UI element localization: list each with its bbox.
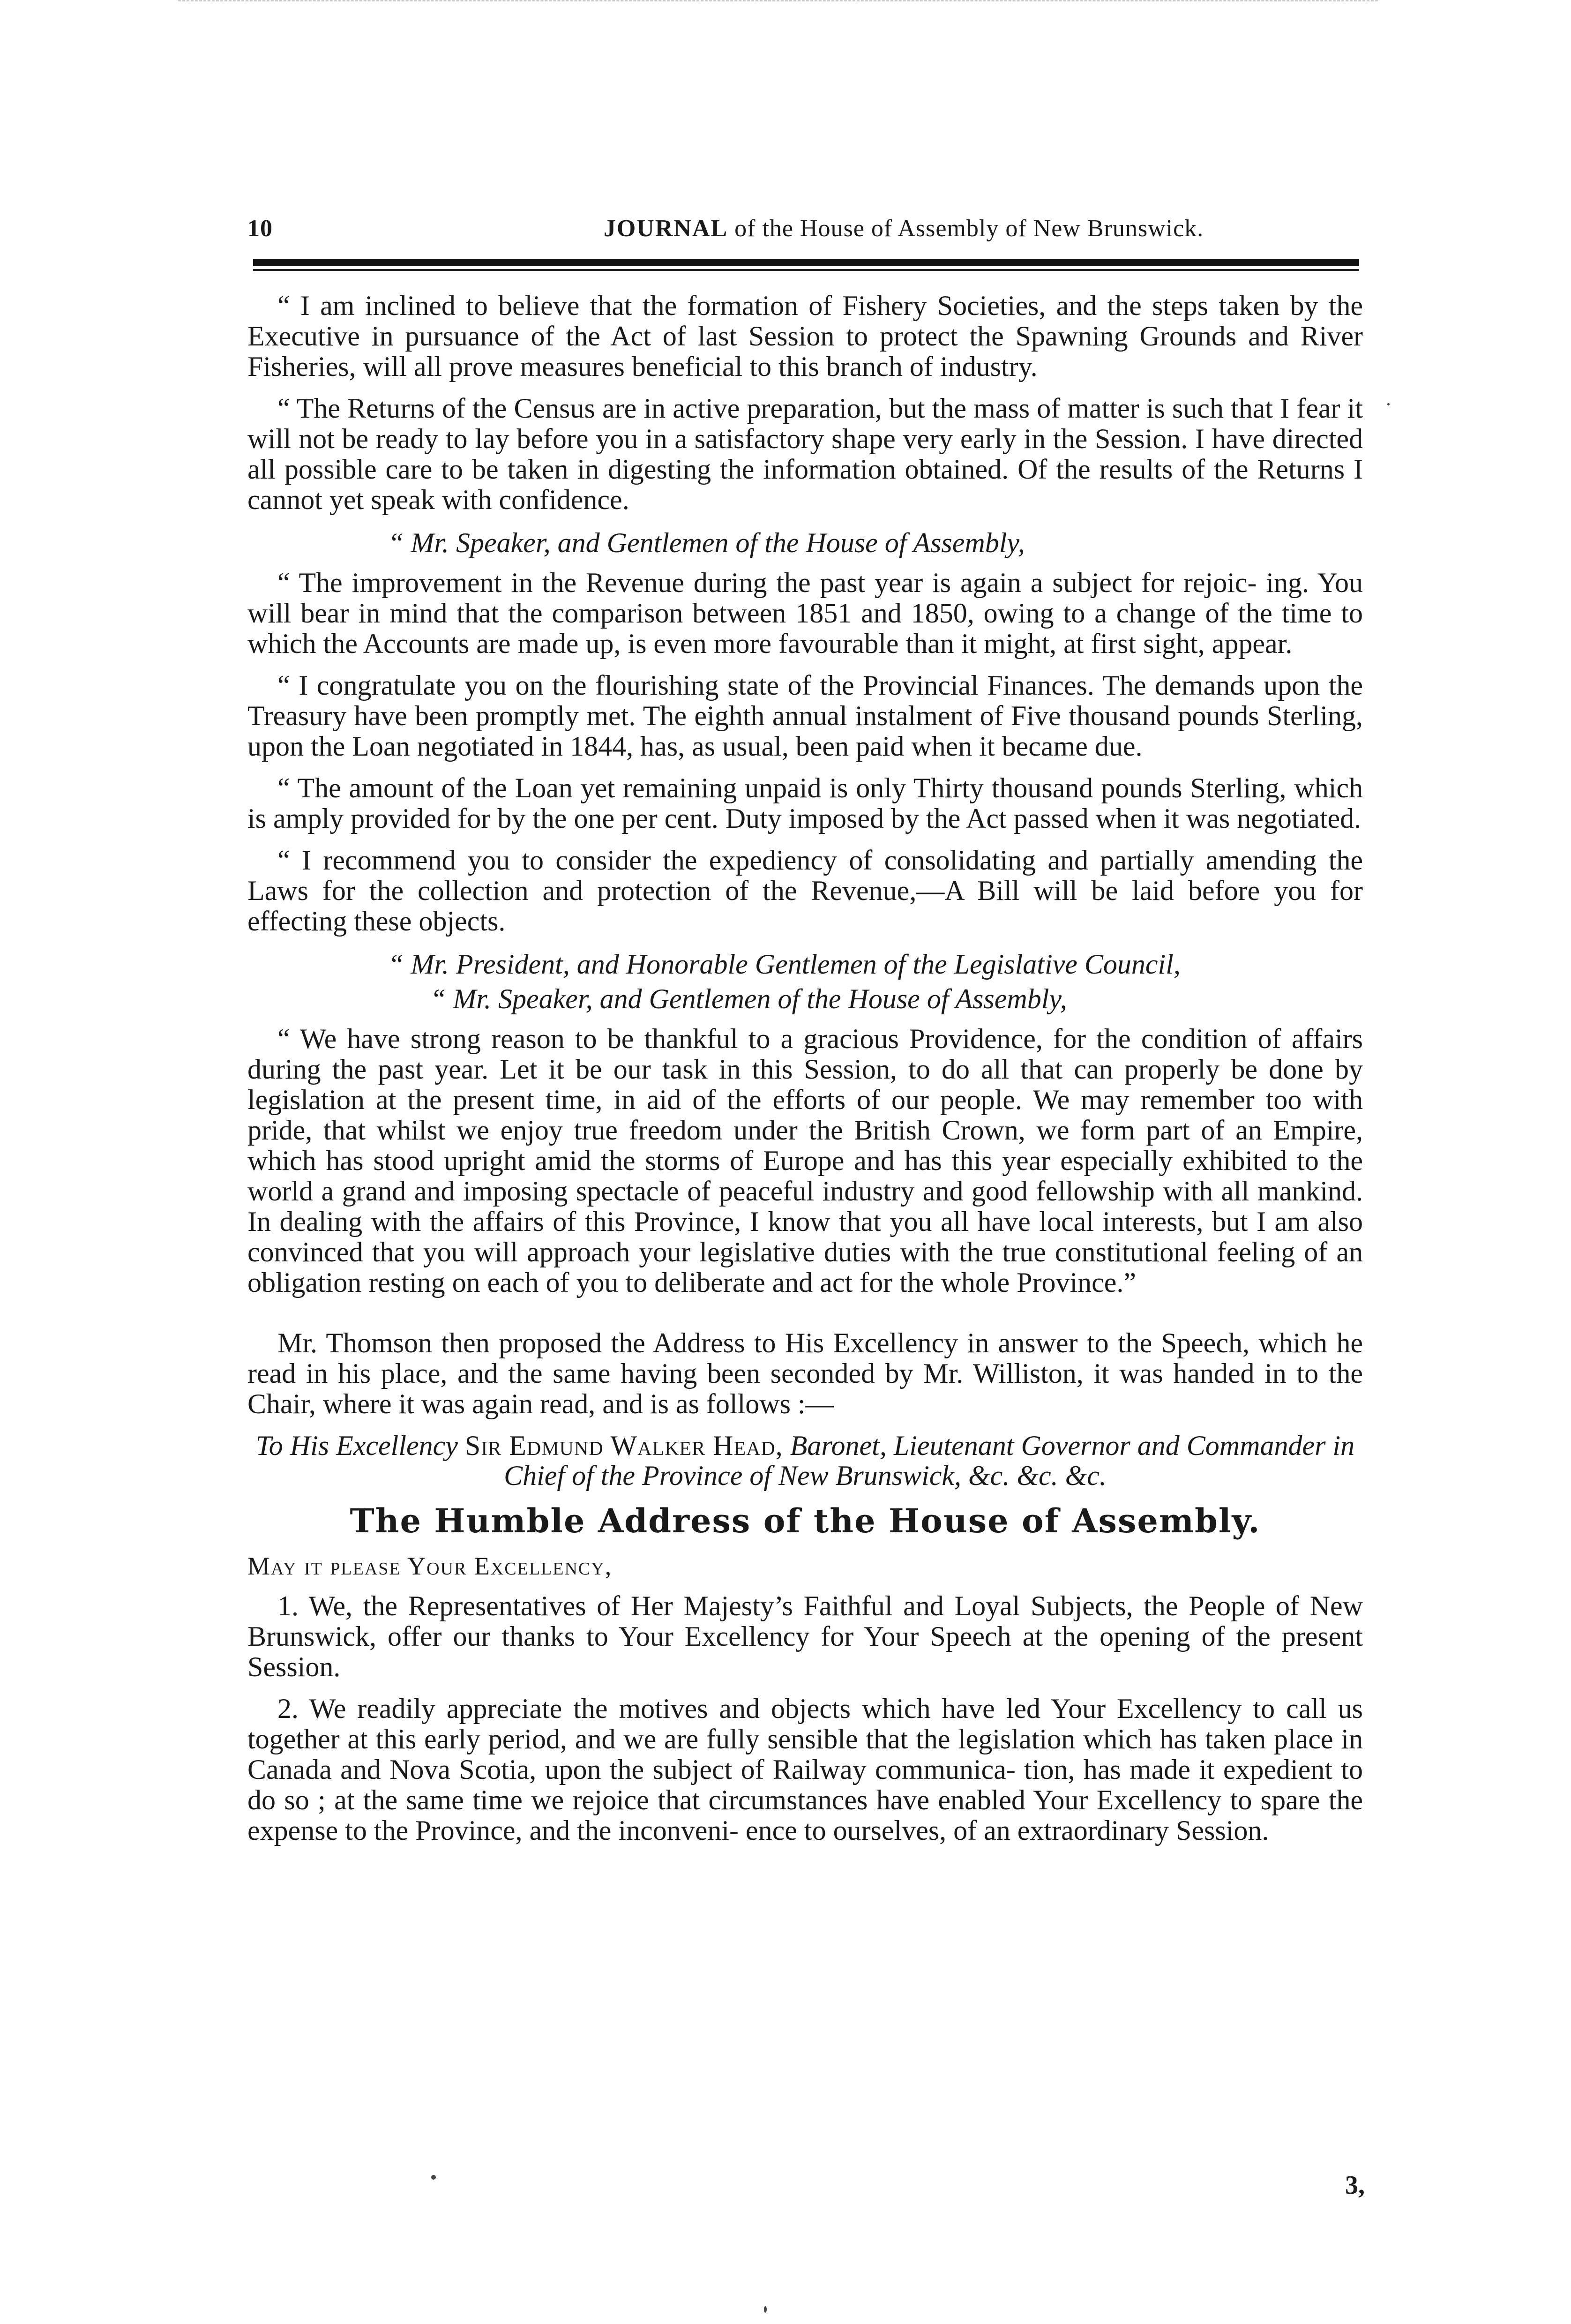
address-title: The Humble Address of the House of Assembly. (350, 1501, 1261, 1540)
header-rule-thin (253, 269, 1359, 271)
scan-edge-noise (178, 0, 1378, 3)
ink-speck (764, 2306, 767, 2313)
paragraph-finances: “ I congratulate you on the flourishing state of the Provincial Finances. The demands upon the Treasury have been promptly met. The eighth annual instalment of Five thousand pounds Sterling, upon the Loan negotiated in 1844, has, as usual, been paid when it became due. (247, 670, 1363, 762)
paragraph-item-2: 2. We readily appreciate the motives and objects which have led Your Excellency to call us together at this early period, and we are fully sensible that the legislation which has taken place in Canada and Nova Scotia, upon the subject of Railway communica- tion, has made it expedient to do so ; at the same time we rejoice that circumstances have enabled Your Excellency to spare the expense to the Province, and the inconveni- ence to ourselves, of an extraordinary Session. (247, 1693, 1363, 1846)
header-journal-word: JOURNAL (603, 215, 728, 242)
dedication (247, 1431, 1363, 1491)
dedication-to: To His Excellency (255, 1430, 458, 1461)
salutation: May it please Your Excellency, (247, 1552, 613, 1580)
paragraph-revenue: “ The improvement in the Revenue during the past year is again a subject for rejoic- ing. You will bear in mind that the comparison between 1851 and 1850, owing to a change of the time to which the Accounts are made up, is even more favourable than it might, at first sight, appear. (247, 567, 1363, 659)
paragraph-census: “ The Returns of the Census are in active preparation, but the mass of matter is such that I fear it will not be ready to lay before you in a satisfactory shape very early in the Session. I have directed all possible care to be taken in digesting the information obtained. Of the results of the Returns I cannot yet speak with confidence. (247, 393, 1363, 515)
paragraph-item-1: 1. We, the Representatives of Her Majesty’s Faithful and Loyal Subjects, the People of New Brunswick, offer our thanks to Your Excellency for Your Speech at the opening of the present Session. (247, 1590, 1363, 1682)
paragraph-laws: “ I recommend you to consider the expediency of consolidating and partially amending the Laws for the collection and protection of the Revenue,—A Bill will be laid before you for effecting these objects. (247, 845, 1363, 937)
body-text (247, 291, 1363, 1857)
ink-speck (431, 2175, 436, 2180)
dedication-rest: Baronet, Lieutenant Governor and Commander in Chief of the Province of New Brunswick, &c. &c. &c. (504, 1430, 1355, 1491)
address-speaker-2: “ Mr. Speaker, and Gentlemen of the House of Assembly, (430, 983, 1067, 1014)
paragraph-thomson: Mr. Thomson then proposed the Address to His Excellency in answer to the Speech, which he read in his place, and the same having been seconded by Mr. Williston, it was handed in to the Chair, where it was again read, and is as follows :— (247, 1327, 1363, 1419)
paragraph-fishery: “ I am inclined to believe that the formation of Fishery Societies, and the steps taken by the Executive in pursuance of the Act of last Session to protect the Spawning Grounds and River Fisheries, will all prove measures beneficial to this branch of industry. (247, 290, 1363, 382)
ink-speck (1387, 403, 1390, 405)
section-spacer (247, 1309, 1363, 1328)
dedication-name: Sir Edmund Walker Head, (464, 1430, 783, 1461)
paragraph-providence: “ We have strong reason to be thankful to a gracious Providence, for the condition of affairs during the past year. Let it be our task in this Session, to do all that can properly be done by legislation at the present time, in aid of the efforts of our people. We may remember too with pride, that whilst we enjoy true freedom under the British Crown, we form part of an Empire, which has stood upright amid the storms of Europe and has this year especially exhibited to the world a grand and imposing spectacle of peaceful industry and good fellowship with all mankind. In dealing with the affairs of this Province, I know that you all have local interests, but I am also convinced that you will approach your legislative duties with the true constitutional feeling of an obligation resting on each of you to deliberate and act for the whole Province.” (247, 1023, 1363, 1298)
header-rule-thick (253, 259, 1359, 266)
address-speaker-1: “ Mr. Speaker, and Gentlemen of the House of Assembly, (388, 527, 1025, 558)
address-president: “ Mr. President, and Honorable Gentlemen of the Legislative Council, (388, 949, 1181, 980)
catchword: 3, (1345, 2171, 1365, 2200)
running-header (247, 210, 1363, 252)
header-title (444, 215, 1363, 242)
page-number: 10 (247, 215, 273, 242)
paragraph-loan: “ The amount of the Loan yet remaining unpaid is only Thirty thousand pounds Sterling, which is amply provided for by the one per cent. Duty imposed by the Act passed when it was negotiated. (247, 772, 1363, 834)
header-title-rest: of the House of Assembly of New Brunswick. (734, 215, 1204, 242)
